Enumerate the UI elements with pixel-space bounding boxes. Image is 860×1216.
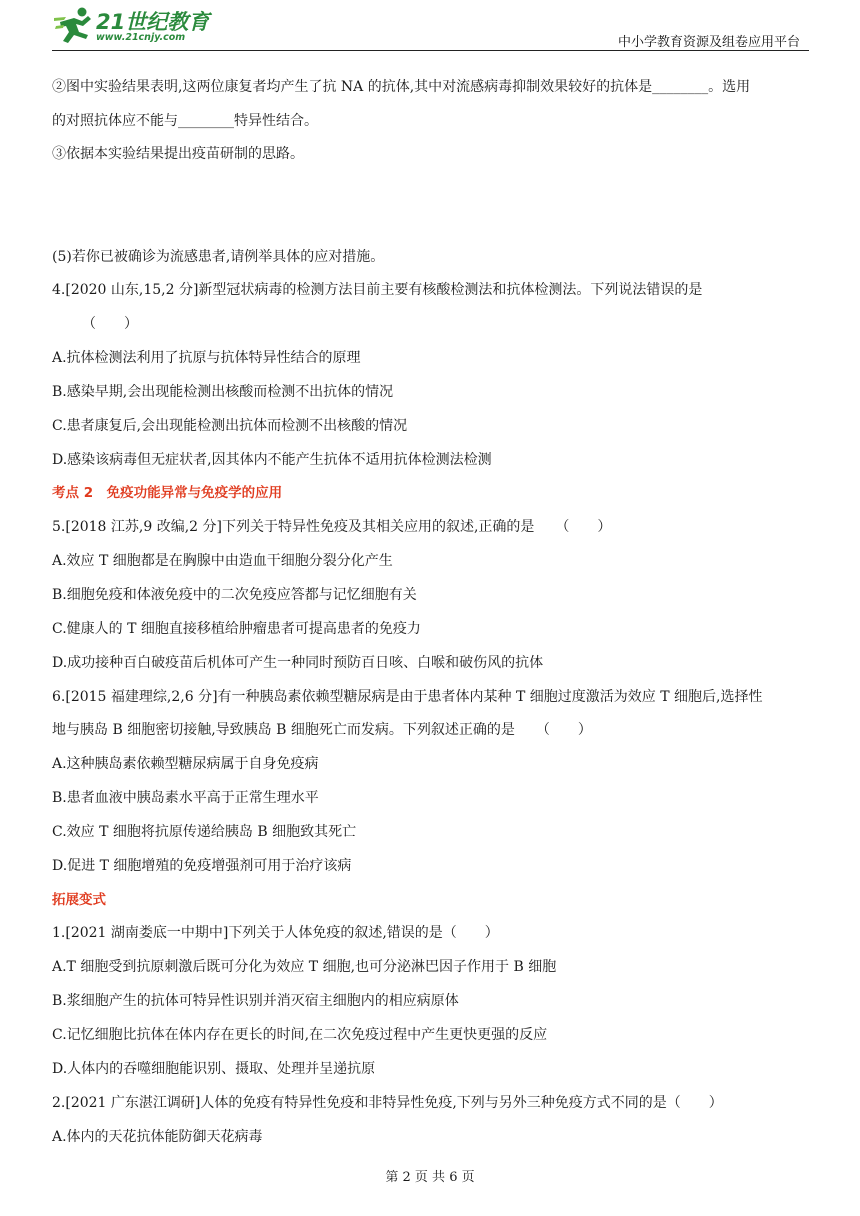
question-stem: 5.[2018 江苏,9 改编,2 分]下列关于特异性免疫及其相关应用的叙述,正确的是 （ ） (52, 519, 612, 535)
question-stem: 1.[2021 湖南娄底一中期中]下列关于人体免疫的叙述,错误的是（ ） (52, 925, 499, 941)
text-line: ②图中实验结果表明,这两位康复者均产生了抗 NA 的抗体,其中对流感病毒抑制效果较好的抗体是________。选用 (52, 79, 751, 95)
option-a: A.体内的天花抗体能防御天花病毒 (52, 1129, 263, 1145)
option-d: D.成功接种百白破疫苗后机体可产生一种同时预防百日咳、白喉和破伤风的抗体 (52, 655, 544, 671)
option-b: B.感染早期,会出现能检测出核酸而检测不出抗体的情况 (52, 384, 394, 400)
question-stem: 4.[2020 山东,15,2 分]新型冠状病毒的检测方法目前主要有核酸检测法和抗体检测法。下列说法错误的是 (52, 282, 703, 298)
text-line: 的对照抗体应不能与________特异性结合。 (52, 113, 318, 129)
page-header (0, 0, 860, 52)
option-c: C.患者康复后,会出现能检测出抗体而检测不出核酸的情况 (52, 418, 408, 434)
question-stem: 2.[2021 广东湛江调研]人体的免疫有特异性免疫和非特异性免疫,下列与另外三种免疫方式不同的是（ ） (52, 1095, 723, 1111)
section-heading: 考点 2 免疫功能异常与免疫学的应用 (52, 485, 283, 501)
answer-bracket: （ ） (82, 316, 138, 332)
option-a: A.抗体检测法利用了抗原与抗体特异性结合的原理 (52, 350, 361, 366)
option-d: D.感染该病毒但无症状者,因其体内不能产生抗体不适用抗体检测法检测 (52, 452, 492, 468)
option-d: D.人体内的吞噬细胞能识别、摄取、处理并呈递抗原 (52, 1061, 376, 1077)
text-line: ③依据本实验结果提出疫苗研制的思路。 (52, 146, 304, 162)
option-b: B.浆细胞产生的抗体可特异性识别并消灭宿主细胞内的相应病原体 (52, 993, 459, 1009)
logo-url: www.21cnjy.com (96, 32, 186, 43)
page-number: 第 2 页 共 6 页 (385, 1170, 475, 1185)
option-a: A.T 细胞受到抗原刺激后既可分化为效应 T 细胞,也可分泌淋巴因子作用于 B 细胞 (52, 959, 557, 975)
option-b: B.细胞免疫和体液免疫中的二次免疫应答都与记忆细胞有关 (52, 587, 417, 603)
logo (52, 4, 222, 46)
header-divider (52, 50, 809, 51)
option-c: C.效应 T 细胞将抗原传递给胰岛 B 细胞致其死亡 (52, 824, 357, 840)
platform-name: 中小学教育资源及组卷应用平台 (617, 35, 800, 50)
question-stem-cont: 地与胰岛 B 细胞密切接触,导致胰岛 B 细胞死亡而发病。下列叙述正确的是 （ ） (52, 722, 592, 738)
option-c: C.记忆细胞比抗体在体内存在更长的时间,在二次免疫过程中产生更快更强的反应 (52, 1027, 548, 1043)
option-a: A.效应 T 细胞都是在胸腺中由造血干细胞分裂分化产生 (52, 553, 393, 569)
section-heading: 拓展变式 (52, 892, 106, 908)
option-c: C.健康人的 T 细胞直接移植给肿瘤患者可提高患者的免疫力 (52, 621, 421, 637)
option-d: D.促进 T 细胞增殖的免疫增强剂可用于治疗该病 (52, 858, 352, 874)
text-line: (5)若你已被确诊为流感患者,请例举具体的应对措施。 (52, 249, 385, 265)
option-b: B.患者血液中胰岛素水平高于正常生理水平 (52, 790, 319, 806)
option-a: A.这种胰岛素依赖型糖尿病属于自身免疫病 (52, 756, 319, 772)
question-stem: 6.[2015 福建理综,2,6 分]有一种胰岛素依赖型糖尿病是由于患者体内某种 T 细胞过度激活为效应 T 细胞后,选择性 (52, 689, 763, 705)
runner-logo-icon (52, 4, 98, 46)
logo-text: 21世纪教育 (96, 10, 210, 34)
